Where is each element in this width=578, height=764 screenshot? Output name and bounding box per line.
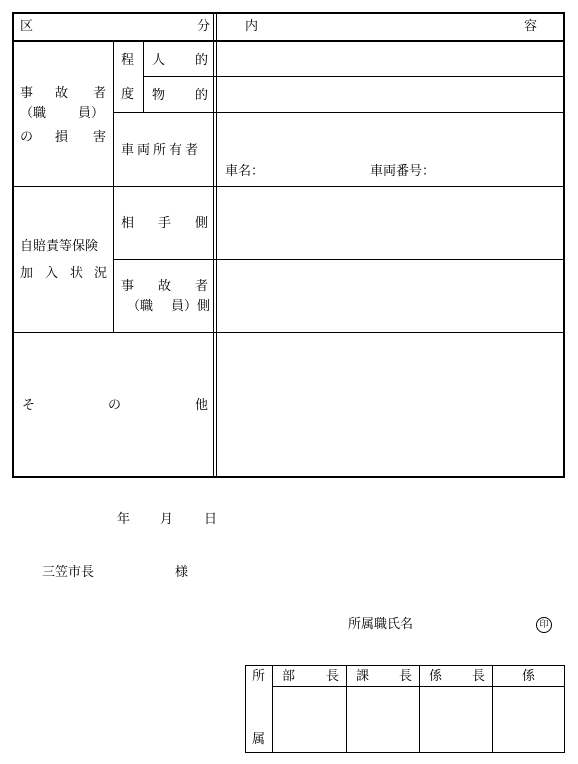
other-party-b: 手 xyxy=(158,216,172,231)
stamp-kakaricho-a: 係 xyxy=(429,669,443,684)
accident-party-l1-c: 者 xyxy=(195,279,209,294)
date-month: 月 xyxy=(160,512,174,527)
col-divider-degree xyxy=(143,42,144,112)
insurance-label-l2-b: 入 xyxy=(45,266,59,281)
accident-party-l2-b: 員）側 xyxy=(171,299,211,314)
header-kubun-2: 分 xyxy=(197,19,211,34)
property-label-b: 的 xyxy=(195,88,209,103)
other-label-c: 他 xyxy=(195,398,209,413)
other-party-a: 相 xyxy=(121,216,135,231)
damage-label-l2-a: （職 xyxy=(20,106,47,121)
other-label-a: そ xyxy=(22,398,36,413)
accident-party-l1-a: 事 xyxy=(121,279,135,294)
stamp-col-4 xyxy=(492,665,493,753)
rule-property xyxy=(113,112,565,113)
addressee-name: 三笠市長 xyxy=(42,565,95,580)
rule-other-party xyxy=(113,259,565,260)
col-divider-sub xyxy=(113,42,114,332)
header-divider xyxy=(12,40,565,42)
damage-label-l3-b: 損 xyxy=(55,130,69,145)
damage-label-l3-a: の xyxy=(20,130,34,145)
damage-label-l2-b: 員） xyxy=(78,106,105,121)
damage-label-l1-b: 故 xyxy=(55,86,69,101)
other-label-b: の xyxy=(108,398,122,413)
stamp-col-3 xyxy=(419,665,420,753)
person-label-b: 的 xyxy=(195,53,209,68)
header-naiyou-2: 容 xyxy=(524,19,538,34)
damage-label-l1-a: 事 xyxy=(20,86,34,101)
stamp-kacho-b: 長 xyxy=(399,669,413,684)
stamp-bucho-b: 長 xyxy=(326,669,340,684)
rule-person xyxy=(143,76,565,77)
person-label-a: 人 xyxy=(152,53,166,68)
date-day: 日 xyxy=(204,512,218,527)
seal-mark: 印 xyxy=(536,617,552,633)
vehicle-owner-label: 車両所有者 xyxy=(121,143,202,158)
date-year: 年 xyxy=(117,512,131,527)
degree-label-2: 度 xyxy=(121,87,135,102)
stamp-kacho-a: 課 xyxy=(356,669,370,684)
header-kubun-1: 区 xyxy=(20,19,34,34)
signature-label: 所属職氏名 xyxy=(348,617,414,632)
col-divider-main xyxy=(213,12,214,478)
accident-party-l2-a: （職 xyxy=(127,299,154,314)
damage-label-l1-c: 者 xyxy=(93,86,107,101)
stamp-kakaricho-b: 長 xyxy=(472,669,486,684)
rule-insurance-end xyxy=(12,332,565,333)
insurance-label-l2-a: 加 xyxy=(20,266,34,281)
stamp-bucho-a: 部 xyxy=(282,669,296,684)
stamp-affiliation-top: 所 xyxy=(252,669,266,684)
header-naiyou-1: 内 xyxy=(245,19,259,34)
insurance-label-l1: 自賠責等保険 xyxy=(20,239,99,254)
insurance-label-l2-d: 況 xyxy=(94,266,108,281)
accident-party-l1-b: 故 xyxy=(158,279,172,294)
car-number-label: 車両番号： xyxy=(370,164,436,179)
property-label-a: 物 xyxy=(152,88,166,103)
stamp-col-1 xyxy=(272,665,273,753)
col-divider-main-2 xyxy=(216,12,217,478)
car-name-label: 車名： xyxy=(225,164,265,179)
stamp-affiliation-bottom: 属 xyxy=(252,732,266,747)
insurance-label-l2-c: 状 xyxy=(70,266,84,281)
stamp-col-2 xyxy=(346,665,347,753)
stamp-kakari: 係 xyxy=(522,669,536,684)
addressee-honorific: 様 xyxy=(175,565,189,580)
degree-label-1: 程 xyxy=(121,53,135,68)
rule-damage-end xyxy=(12,186,565,187)
other-party-c: 側 xyxy=(195,216,209,231)
damage-label-l3-c: 害 xyxy=(93,130,107,145)
